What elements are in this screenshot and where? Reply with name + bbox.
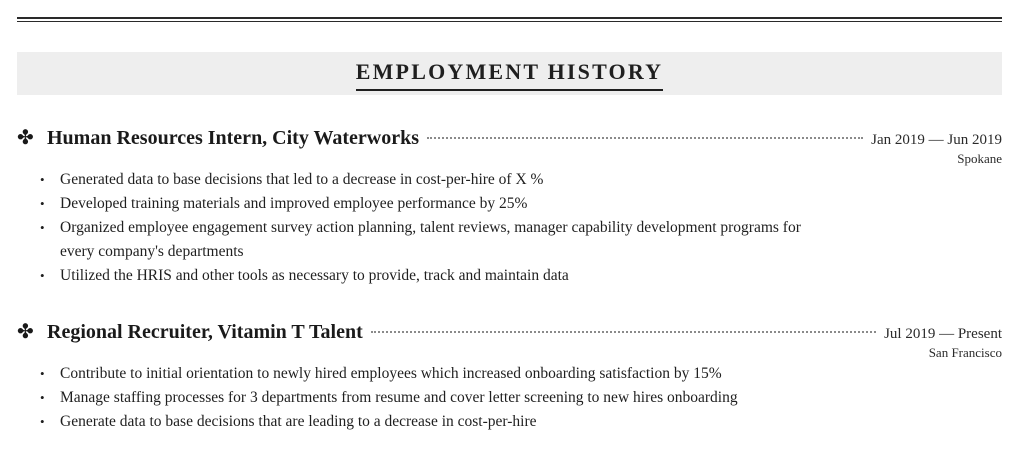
list-item: • Developed training materials and improved employee performance by 25% — [17, 192, 830, 216]
bullet-dot-icon: • — [40, 390, 45, 405]
list-item: • Contribute to initial orientation to newly hired employees which increased onboarding satisfaction by 15% — [17, 362, 830, 386]
list-item: • Organized employee engagement survey action planning, talent reviews, manager capability development programs for every company's departments — [17, 216, 830, 264]
bullet-dot-icon: • — [40, 172, 45, 187]
top-divider — [17, 17, 1002, 22]
job-header — [17, 319, 1002, 347]
dotted-leader — [371, 331, 876, 333]
bullet-dot-icon: • — [40, 196, 45, 211]
job-entry — [17, 319, 1002, 434]
job-bullets — [17, 362, 1002, 434]
section-header — [17, 52, 1002, 95]
list-item: • Manage staffing processes for 3 departments from resume and cover letter screening to new hires onboarding — [17, 386, 830, 410]
dotted-leader — [427, 137, 863, 139]
list-item: • Utilized the HRIS and other tools as necessary to provide, track and maintain data — [17, 264, 830, 288]
job-location: San Francisco — [928, 345, 1002, 360]
job-dates: Jul 2019 — Present — [884, 326, 1002, 342]
job-dates: Jan 2019 — Jun 2019 — [871, 132, 1002, 148]
bullet-dot-icon: • — [40, 414, 45, 429]
list-item: • Generate data to base decisions that are leading to a decrease in cost-per-hire — [17, 410, 830, 434]
job-title: Human Resources Intern, City Waterworks — [47, 127, 420, 149]
job-bullets — [17, 168, 1002, 288]
bullet-dot-icon: • — [40, 220, 45, 235]
bullet-dot-icon: • — [40, 268, 45, 283]
job-entry — [17, 125, 1002, 288]
job-location: Spokane — [957, 151, 1002, 166]
four-leaf-clover-icon: ✤ — [17, 127, 34, 149]
job-header — [17, 125, 1002, 153]
job-title: Regional Recruiter, Vitamin T Talent — [47, 321, 363, 343]
section-title: EMPLOYMENT HISTORY — [17, 59, 1002, 91]
four-leaf-clover-icon: ✤ — [17, 321, 34, 343]
list-item: • Generated data to base decisions that led to a decrease in cost-per-hire of X % — [17, 168, 830, 192]
bullet-dot-icon: • — [40, 366, 45, 381]
